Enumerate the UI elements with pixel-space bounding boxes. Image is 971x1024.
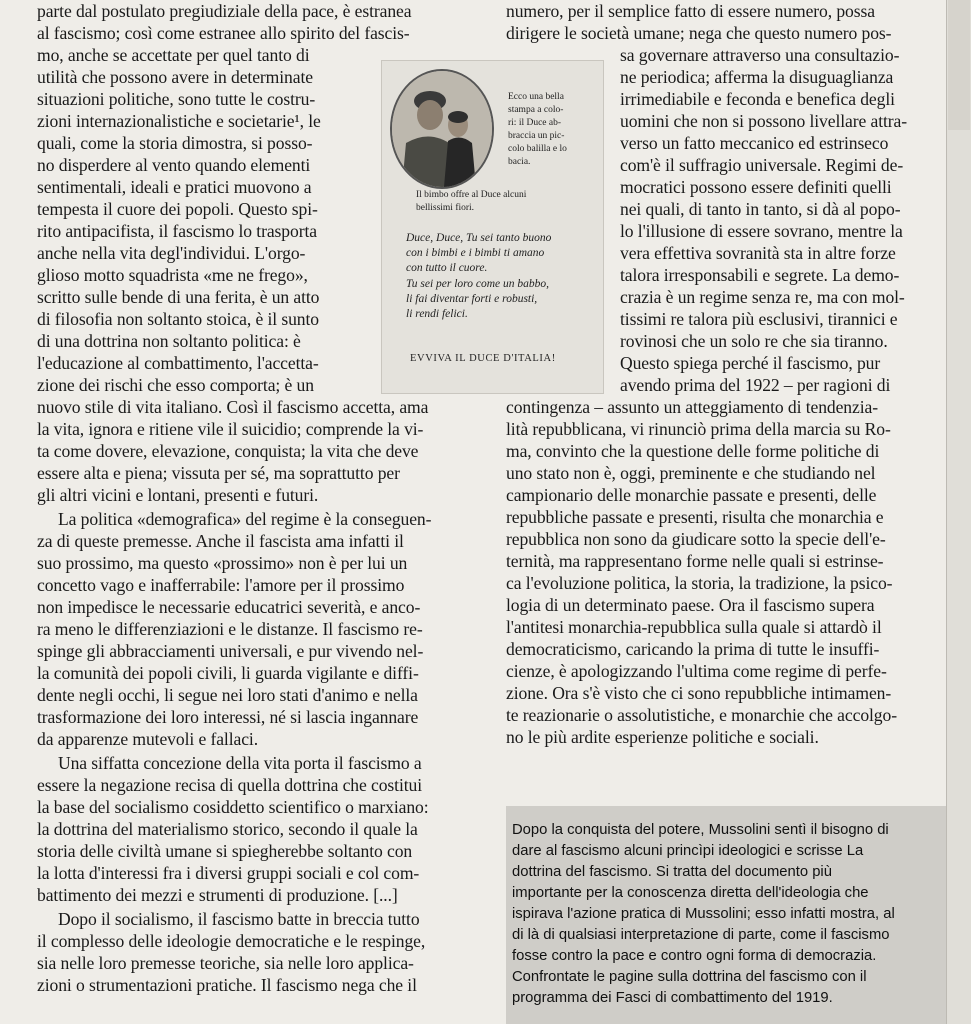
text-line: la dottrina del materialismo storico, secondo il quale la <box>37 819 418 839</box>
text-line: ma, convinto che la questione delle forme politiche di <box>506 441 880 461</box>
info-box <box>506 806 946 1024</box>
text-line: l'antitesi monarchia-repubblica sulla quale si attardò il <box>506 617 882 637</box>
text-line: democraticismo, caricando la prima di tutte le insuffi- <box>506 639 880 659</box>
text-line: zione. Ora s'è visto che ci sono repubbliche intimamen- <box>506 683 892 703</box>
text-line: uomini che non si possono livellare attra- <box>620 111 908 131</box>
text-line: zioni internazionalistiche e societarie¹, le <box>37 111 321 131</box>
text-line: campionario delle monarchie passate e presenti, delle <box>506 485 877 505</box>
text-line: gli altri vicini e lontani, presenti e futuri. <box>37 485 319 505</box>
figure-caption-line: braccia un pic- <box>508 131 565 141</box>
text-line: la comunità dei popoli civili, li guarda vigilante e diffi- <box>37 663 419 683</box>
text-line: la base del socialismo cosiddetto scientifico o marxiano: <box>37 797 429 817</box>
text-line: crazia è un regime senza re, ma con mol- <box>620 287 905 307</box>
text-line: battimento dei mezzi e strumenti di produzione. [...] <box>37 885 398 905</box>
text-line: tissimi re talora più esclusivi, tirannici e <box>620 309 898 329</box>
text-line: no disperdere al vento quando elementi <box>37 155 311 175</box>
text-line: com'è il suffragio universale. Regimi de- <box>620 155 904 175</box>
text-line: scritto sulle bende di una ferita, è un atto <box>37 287 320 307</box>
text-line: sia nelle loro premesse teoriche, sia nelle loro applica- <box>37 953 414 973</box>
info-box-line: dottrina del fascismo. Si tratta del documento più <box>512 864 832 880</box>
text-line: al fascismo; così come estranee allo spirito del fascis- <box>37 23 410 43</box>
text-line: Questo spiega perché il fascismo, pur <box>620 353 881 373</box>
info-box-line: fosse contro la pace e contro ogni forma di democrazia. <box>512 948 877 964</box>
text-line: nei quali, di tanto in tanto, si dà al popo- <box>620 199 901 219</box>
text-line: repubbliche passate e presenti, risulta che monarchia e <box>506 507 884 527</box>
text-line: irrimediabile e feconda e benefica degli <box>620 89 895 109</box>
text-line: ca l'evoluzione politica, la storia, la tradizione, la psico- <box>506 573 893 593</box>
text-line: Dopo il socialismo, il fascismo batte in breccia tutto <box>58 909 420 929</box>
info-box-line: Dopo la conquista del potere, Mussolini sentì il bisogno di <box>512 822 889 838</box>
text-line: sa governare attraverso una consultazio- <box>620 45 900 65</box>
text-line: anche nella vita degl'individui. L'orgo- <box>37 243 306 263</box>
text-line: essere alta e piena; vissuta per sé, ma soprattutto per <box>37 463 400 483</box>
figure-caption-line: bacia. <box>508 157 531 167</box>
text-line: rito antipacifista, il fascismo lo trasporta <box>37 221 317 241</box>
text-line: rovinosi che un solo re che sia tiranno. <box>620 331 888 351</box>
text-line: numero, per il semplice fatto di essere numero, possa <box>506 1 875 21</box>
text-line: La politica «demografica» del regime è la conseguen- <box>58 509 432 529</box>
duce-portrait-illustration <box>390 69 494 189</box>
text-line: trasformazione dei loro interessi, né si lascia ingannare <box>37 707 419 727</box>
figure-footer: EVVIVA IL DUCE D'ITALIA! <box>410 353 556 364</box>
info-box-line: ispirava l'azione pratica di Mussolini; esso infatti mostra, al <box>512 906 895 922</box>
text-line: verso un fatto meccanico ed estrinseco <box>620 133 889 153</box>
info-box-line: programma dei Fasci di combattimento del 1919. <box>512 990 833 1006</box>
text-line: ta come dovere, elevazione, conquista; la vita che deve <box>37 441 419 461</box>
info-box-line: importante per la conoscenza diretta dell'ideologia che <box>512 885 869 901</box>
poster-figure <box>381 60 604 394</box>
text-line: di una dottrina non soltanto politica: è <box>37 331 301 351</box>
figure-handwritten-line: Duce, Duce, Tu sei tanto buono <box>406 232 552 244</box>
text-line: no le più ardite esperienze politiche e sociali. <box>506 727 819 747</box>
text-line: concetto vago e inafferrabile: l'amore per il prossimo <box>37 575 405 595</box>
text-line: logia di un determinato paese. Ora il fascismo supera <box>506 595 875 615</box>
page-edge <box>946 0 971 1024</box>
text-line: avendo prima del 1922 – per ragioni di <box>620 375 891 395</box>
page-edge-tab <box>948 0 970 130</box>
text-line: contingenza – assunto un atteggiamento di tendenzia- <box>506 397 878 417</box>
text-line: l'educazione al combattimento, l'accetta- <box>37 353 319 373</box>
text-line: za di queste premesse. Anche il fascista ama infatti il <box>37 531 404 551</box>
text-line: utilità che possono avere in determinate <box>37 67 313 87</box>
figure-handwritten-line: con i bimbi e i bimbi ti amano <box>406 247 545 259</box>
text-line: non impedisce le necessarie educatrici severità, e anco- <box>37 597 421 617</box>
text-line: situazioni politiche, sono tutte le costru- <box>37 89 316 109</box>
figure-caption-line: Ecco una bella <box>508 92 564 102</box>
text-line: zione dei rischi che esso comporta; è un <box>37 375 314 395</box>
text-line: essere la negazione recisa di quella dottrina che costitui <box>37 775 423 795</box>
text-line: Una siffatta concezione della vita porta il fascismo a <box>58 753 422 773</box>
text-line: lo l'illusione di essere sovrano, mentre la <box>620 221 903 241</box>
figure-caption-line: stampa a colo- <box>508 105 564 115</box>
text-line: la vita, ignora e ritiene vile il suicidio; comprende la vi- <box>37 419 424 439</box>
text-line: sentimentali, ideali e pratici muovono a <box>37 177 312 197</box>
text-line: il complesso delle ideologie democratiche e le respinge, <box>37 931 426 951</box>
text-line: vera effettiva sovranità sta in altre forze <box>620 243 896 263</box>
text-line: da apparenze mutevoli e fallaci. <box>37 729 259 749</box>
text-line: zioni o strumentazioni pratiche. Il fascismo nega che il <box>37 975 417 995</box>
text-line: mocratici possono essere definiti quelli <box>620 177 892 197</box>
figure-caption-line: ri: il Duce ab- <box>508 118 562 128</box>
figure-handwritten-line: li fai diventar forti e robusti, <box>406 293 538 305</box>
text-line: storia delle civiltà umane si spiegherebbe soltanto con <box>37 841 413 861</box>
text-line: ne periodica; afferma la disuguaglianza <box>620 67 894 87</box>
text-line: cienze, è apologizzando l'ultima come regime di perfe- <box>506 661 887 681</box>
text-line: talora irresponsabili e segrete. La demo- <box>620 265 900 285</box>
figure-subcaption-line: Il bimbo offre al Duce alcuni <box>416 190 527 200</box>
text-line: dente negli occhi, li segue nei loro stati d'animo e nella <box>37 685 418 705</box>
text-line: di filosofia non soltanto stoica, è il sunto <box>37 309 319 329</box>
text-line: tempesta il cuore dei popoli. Questo spi- <box>37 199 318 219</box>
text-line: uno stato non è, oggi, preminente e che studiando nel <box>506 463 876 483</box>
text-line: suo prossimo, ma questo «prossimo» non è per lui un <box>37 553 408 573</box>
text-line: ternità, ma rappresentano forme nelle quali si estrinse- <box>506 551 884 571</box>
figure-caption-line: colo balilla e lo <box>508 144 567 154</box>
figure-subcaption-line: bellissimi fiori. <box>416 203 475 213</box>
figure-handwritten-line: Tu sei per loro come un babbo, <box>406 278 549 290</box>
text-line: mo, anche se accettate per quel tanto di <box>37 45 310 65</box>
portrait-illustration <box>392 71 492 187</box>
text-line: te reazionarie o assolutistiche, e monarchie che accolgo- <box>506 705 897 725</box>
info-box-line: di là di qualsiasi interpretazione di parte, come il fascismo <box>512 927 890 943</box>
figure-handwritten-line: con tutto il cuore. <box>406 262 488 274</box>
text-line: lità repubblicana, vi rinunciò prima della marcia su Ro- <box>506 419 891 439</box>
text-line: ra meno le differenziazioni e le distanze. Il fascismo re- <box>37 619 423 639</box>
info-box-line: dare al fascismo alcuni princìpi ideologici e scrisse La <box>512 843 864 859</box>
figure-handwritten-line: li rendi felici. <box>406 308 468 320</box>
text-line: quali, come la storia dimostra, si posso- <box>37 133 313 153</box>
text-line: dirigere le società umane; nega che questo numero pos- <box>506 23 892 43</box>
text-line: nuovo stile di vita italiano. Così il fascismo accetta, ama <box>37 397 429 417</box>
text-line: repubblica non sono da giudicare sotto la specie dell'e- <box>506 529 886 549</box>
text-line: la lotta d'interessi fra i diversi gruppi sociali e col com- <box>37 863 420 883</box>
text-line: spinge gli abbracciamenti universali, e pur vivendo nel- <box>37 641 424 661</box>
text-line: parte dal postulato pregiudiziale della pace, è estranea <box>37 1 412 21</box>
info-box-line: Confrontate le pagine sulla dottrina del fascismo con il <box>512 969 867 985</box>
text-line: glioso motto squadrista «me ne frego», <box>37 265 308 285</box>
